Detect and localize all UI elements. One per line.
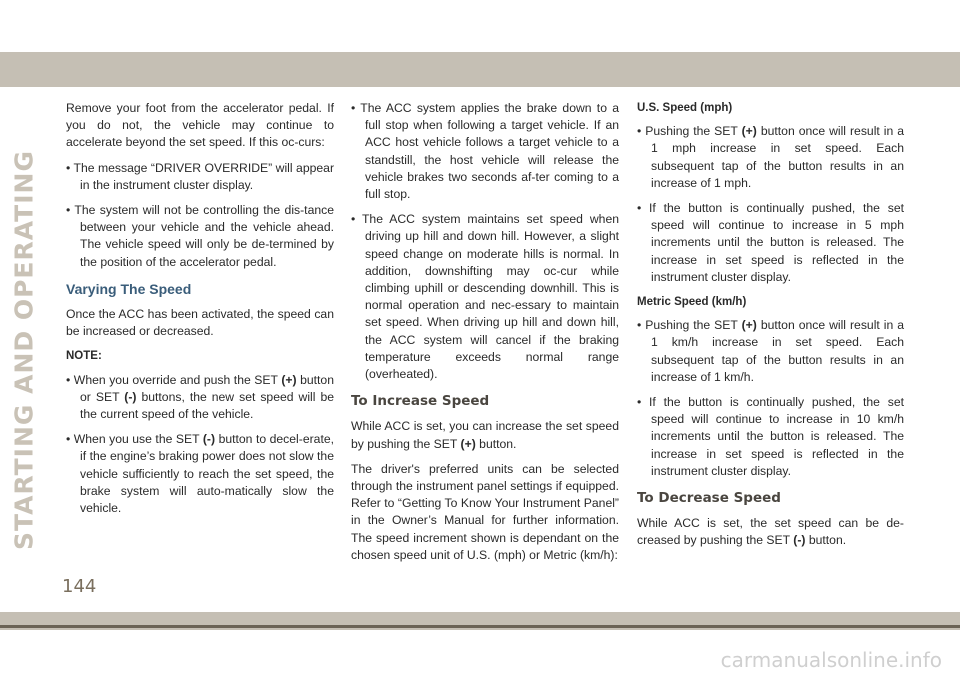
body-text: While ACC is set, the set speed can be de-creased by pushing the SET bbox=[637, 516, 904, 548]
column-left bbox=[66, 100, 334, 525]
footer-band bbox=[0, 612, 960, 630]
footer-rule bbox=[0, 625, 960, 628]
subheading-metric-speed: Metric Speed (km/h) bbox=[637, 296, 747, 309]
bullet-hills: • The ACC system maintains set speed when driving up hill and down hill. However, a slight speed change on moderate hills is normal. In addition, downshifting may oc-cur while climbing uphill or descending downhill. This is normal operation and nec-essary to maintain set speed. When driving up hill and down hill, the ACC system will cancel if the braking temperature exceeds normal range (overheated). bbox=[351, 212, 619, 382]
body-text: button. bbox=[805, 533, 847, 548]
plus-symbol: (+) bbox=[741, 318, 757, 333]
note-text: button or SET bbox=[80, 372, 334, 404]
minus-symbol: (-) bbox=[124, 389, 137, 404]
note-bullet-decelerate bbox=[66, 431, 334, 517]
column-right bbox=[637, 100, 904, 558]
bullet-metric-hold: • If the button is continually pushed, the set speed will continue to increase in 10 km/h increments until the button is released. The increase in set speed is reflected in the instrument cluster display. bbox=[637, 395, 904, 478]
body-text: button once will result in a 1 mph increase in set speed. Each subsequent tap of the button results in an increase of 1 mph. bbox=[651, 124, 904, 190]
body-text: • Pushing the SET bbox=[637, 124, 742, 139]
bullet-full-stop: • The ACC system applies the brake down to a full stop when following a target vehicle. If an ACC host vehicle follows a target vehicle to a standstill, the host vehicle will release the vehicle brakes two seconds af-ter coming to a full stop. bbox=[351, 101, 619, 202]
note-text: • When you use the SET bbox=[66, 432, 203, 447]
body-text: button. bbox=[475, 436, 517, 451]
body-text: button once will result in a 1 km/h increase in set speed. Each subsequent tap of the button results in an increase of 1 km/h. bbox=[651, 318, 904, 384]
decrease-speed-paragraph bbox=[637, 515, 904, 549]
note-text: • When you override and push the SET bbox=[66, 372, 282, 387]
note-text: buttons, the new set speed will be the current speed of the vehicle. bbox=[80, 389, 335, 422]
heading-decrease-speed: To Decrease Speed bbox=[637, 490, 781, 507]
header-band bbox=[0, 52, 960, 87]
bullet-driver-override: • The message “DRIVER OVERRIDE” will appear in the instrument cluster display. bbox=[66, 160, 334, 192]
body-text: While ACC is set, you can increase the set speed by pushing the SET bbox=[351, 419, 619, 451]
subheading-us-speed: U.S. Speed (mph) bbox=[637, 102, 733, 114]
intro-paragraph: Remove your foot from the accelerator pedal. If you do not, the vehicle may continue to accelerate beyond the set speed. If this oc-curs: bbox=[66, 101, 334, 150]
bullet-us-tap bbox=[637, 123, 904, 192]
plus-symbol: (+) bbox=[460, 436, 476, 451]
bullet-us-hold: • If the button is continually pushed, the set speed will continue to increase in 5 mph increments until the button is released. The increase in set speed is reflected in the instrument cluster display. bbox=[637, 201, 904, 284]
note-text: button to decel-erate, if the engine’s braking power does not slow the vehicle sufficiently to reach the set speed, the brake system will auto-matically slow the vehicle. bbox=[80, 432, 334, 516]
watermark-text: carmanualsonline.info bbox=[720, 648, 942, 672]
varying-speed-paragraph: Once the ACC has been activated, the speed can be increased or decreased. bbox=[66, 307, 334, 339]
bullet-metric-tap bbox=[637, 317, 904, 386]
column-middle bbox=[351, 100, 619, 572]
note-label: NOTE: bbox=[66, 350, 102, 363]
units-paragraph: The driver's preferred units can be selected through the instrument panel settings if equipped. Refer to “Getting To Know Your Instrument Panel” in the Owner’s Manual for further information. The speed increment shown is dependant on the chosen speed unit of U.S. (mph) or Metric (km/h): bbox=[351, 461, 619, 562]
plus-symbol: (+) bbox=[281, 372, 297, 387]
minus-symbol: (-) bbox=[793, 533, 806, 548]
page-number: 144 bbox=[62, 576, 97, 597]
bullet-distance-control: • The system will not be controlling the dis-tance between your vehicle and the vehicle ahead. The vehicle speed will only be de-termined by the position of the accelerator pedal. bbox=[66, 203, 334, 269]
heading-increase-speed: To Increase Speed bbox=[351, 393, 490, 410]
section-side-label-text: STARTING AND OPERATING bbox=[9, 150, 39, 550]
increase-speed-paragraph bbox=[351, 418, 619, 452]
heading-varying-speed: Varying The Speed bbox=[66, 280, 192, 297]
plus-symbol: (+) bbox=[741, 124, 757, 139]
body-text: • Pushing the SET bbox=[637, 318, 742, 333]
note-bullet-override bbox=[66, 372, 334, 424]
minus-symbol: (-) bbox=[202, 432, 216, 447]
